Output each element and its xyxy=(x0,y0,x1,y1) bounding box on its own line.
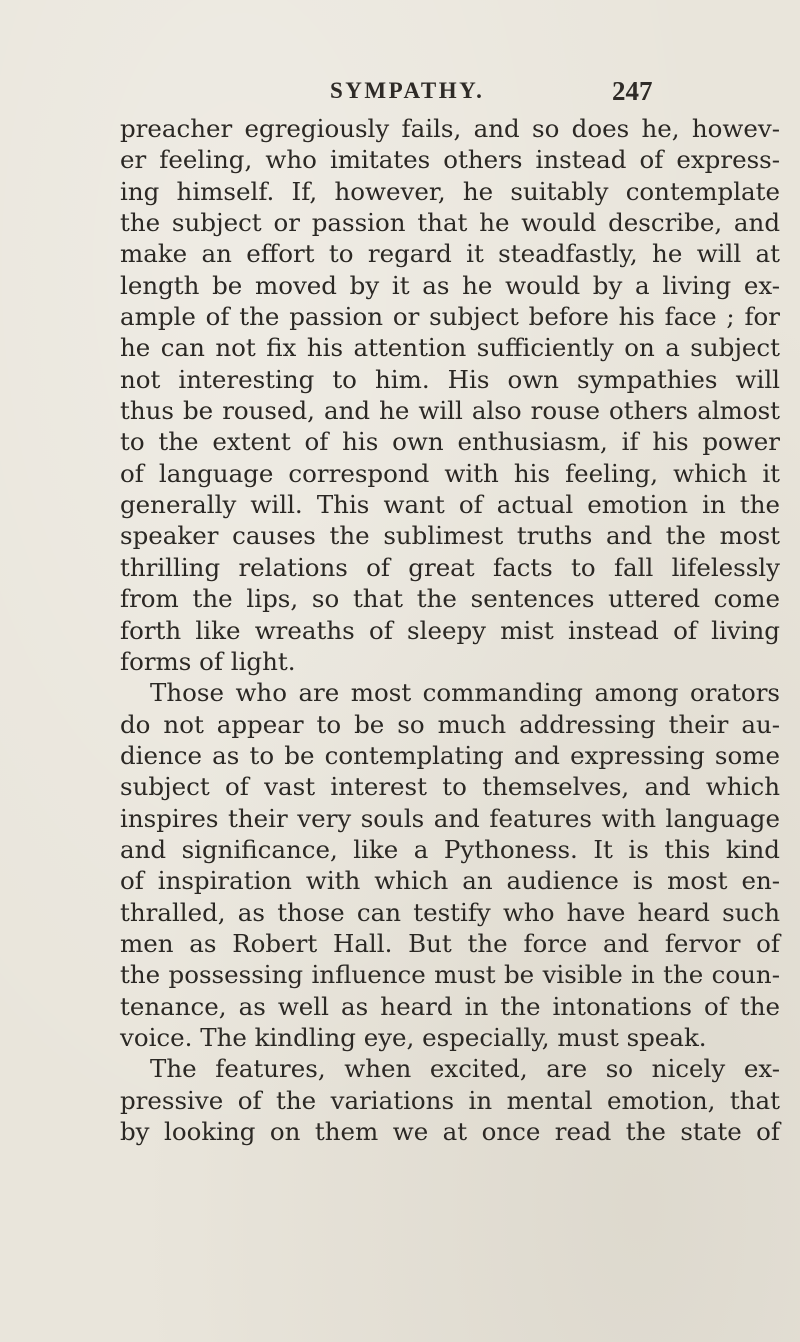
text-line: not interesting to him. His own sympathies will xyxy=(120,364,780,394)
text-line: speaker causes the sublimest truths and the most xyxy=(120,521,780,551)
paragraph-end-line: voice. The kindling eye, especially, must speak. xyxy=(120,1022,707,1052)
text-line: forth like wreaths of sleepy mist instead of living xyxy=(120,615,780,645)
running-head xyxy=(0,78,800,108)
text-line: the possessing influence must be visible in the coun- xyxy=(120,960,780,990)
paragraph-start-line: Those who are most commanding among orators xyxy=(150,678,780,708)
text-line: er feeling, who imitates others instead of express- xyxy=(120,145,780,175)
text-line: thralled, as those can testify who have heard such xyxy=(120,897,780,927)
text-line: men as Robert Hall. But the force and fervor of xyxy=(120,928,780,958)
text-line: of inspiration with which an audience is most en- xyxy=(120,866,780,896)
paragraph-end-line: forms of light. xyxy=(120,646,296,676)
text-line: to the extent of his own enthusiasm, if his power xyxy=(120,427,780,457)
paragraph-start-line: The features, when excited, are so nicely ex- xyxy=(150,1054,780,1084)
text-line: dience as to be contemplating and expressing some xyxy=(120,740,780,770)
body-text xyxy=(120,113,780,1147)
text-line: preacher egregiously fails, and so does he, howev- xyxy=(120,114,780,143)
text-line: by looking on them we at once read the state of xyxy=(120,1117,780,1146)
text-line: generally will. This want of actual emotion in the xyxy=(120,490,780,520)
text-line: thus be roused, and he will also rouse others almost xyxy=(120,396,780,426)
text-line: he can not fix his attention sufficiently on a subject xyxy=(120,333,780,363)
text-line: pressive of the variations in mental emotion, that xyxy=(120,1085,780,1115)
text-line: subject of vast interest to themselves, and which xyxy=(120,772,780,802)
text-line: the subject or passion that he would describe, and xyxy=(120,208,780,238)
text-line: ample of the passion or subject before his face ; for xyxy=(120,302,780,332)
text-line: and significance, like a Pythoness. It is this kind xyxy=(120,834,780,864)
text-line: tenance, as well as heard in the intonations of the xyxy=(120,991,780,1021)
text-line: make an effort to regard it steadfastly, he will at xyxy=(120,239,780,269)
text-line: from the lips, so that the sentences uttered come xyxy=(120,584,780,614)
text-line: of language correspond with his feeling, which it xyxy=(120,458,780,488)
running-title: SYMPATHY. xyxy=(330,78,485,103)
text-line: thrilling relations of great facts to fall lifelessly xyxy=(120,552,780,582)
text-line: inspires their very souls and features with language xyxy=(120,803,780,833)
text-line: ing himself. If, however, he suitably contemplate xyxy=(120,176,780,206)
text-line: do not appear to be so much addressing their au- xyxy=(120,709,780,739)
text-line: length be moved by it as he would by a living ex- xyxy=(120,270,780,300)
page-number: 247 xyxy=(612,76,653,106)
